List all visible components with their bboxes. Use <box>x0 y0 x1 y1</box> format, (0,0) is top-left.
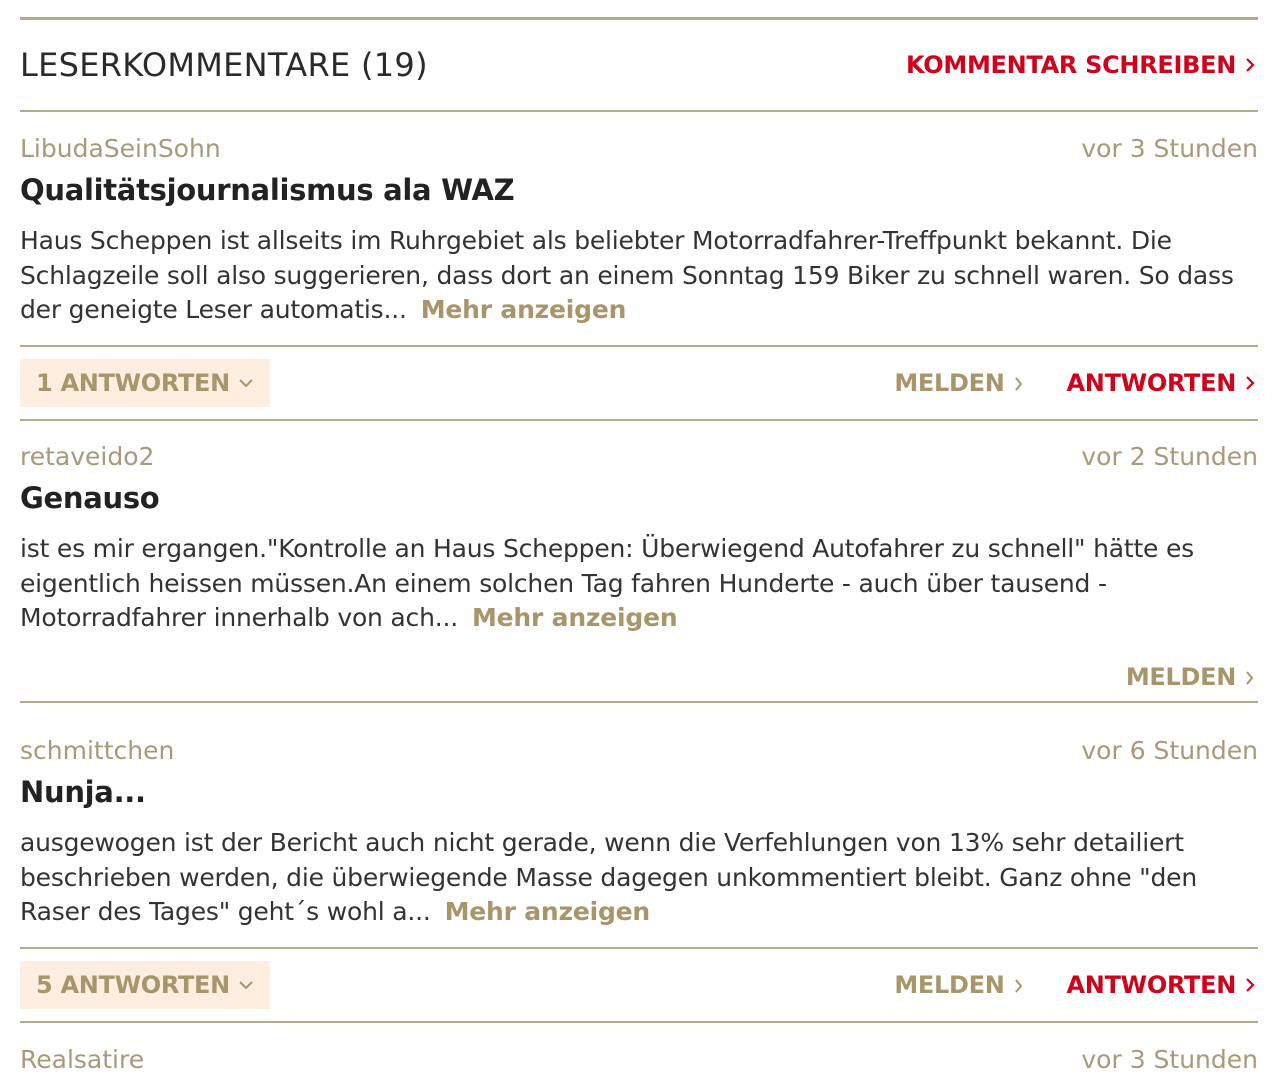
comment-meta <box>20 1042 1258 1076</box>
comment-author[interactable]: LibudaSeinSohn <box>20 133 221 163</box>
comment-action-buttons <box>1126 663 1258 691</box>
comments-heading: LESERKOMMENTARE (19) <box>20 46 428 84</box>
comment-text: ist es mir ergangen."Kontrolle an Haus Scheppen: Überwiegend Autofahrer zu schnell" hätte es eigentlich heissen müssen.An einem solchen Tag fahren Hunderte - auch über tausend - Motorradfahrer innerhalb von ach... <box>20 534 1194 632</box>
comment-action-buttons <box>894 369 1258 397</box>
header-divider <box>20 110 1258 112</box>
comment-text: Haus Scheppen ist allseits im Ruhrgebiet als beliebter Motorradfahrer-Treffpunkt bekannt. Die Schlagzeile soll also suggerieren, dass dort an einem Sonntag 159 Biker zu schnell waren. So dass der geneigte Leser automatis... <box>20 226 1234 324</box>
comment-divider <box>20 419 1258 421</box>
reply-label: ANTWORTEN <box>1066 369 1236 397</box>
write-comment-button[interactable] <box>906 51 1258 79</box>
comment-body <box>20 224 1258 328</box>
comment-author[interactable]: schmittchen <box>20 735 175 765</box>
comment-text: ausgewogen ist der Bericht auch nicht gerade, wenn die Verfehlungen von 13% sehr detailiert beschrieben werden, die überwiegende Masse dagegen unkommentiert bleibt. Ganz ohne "den Raser des Tages" geht´s wohl a... <box>20 828 1197 926</box>
comment-title: Qualitätsjournalismus ala WAZ <box>20 173 515 207</box>
write-comment-label: KOMMENTAR SCHREIBEN <box>906 51 1236 79</box>
comment-divider <box>20 1021 1258 1023</box>
comment-meta <box>20 439 1258 473</box>
reply-label: ANTWORTEN <box>1066 971 1236 999</box>
replies-count-label: 5 ANTWORTEN <box>36 971 230 999</box>
comment-divider <box>20 701 1258 703</box>
comments-header <box>20 20 1258 110</box>
comment-title: Genauso <box>20 481 160 515</box>
chevron-right-icon <box>1011 977 1027 993</box>
comment-divider <box>20 947 1258 949</box>
replies-count-label: 1 ANTWORTEN <box>36 369 230 397</box>
comment-actions <box>20 961 1258 1009</box>
report-label: MELDEN <box>1125 663 1236 691</box>
chevron-right-icon <box>1242 977 1258 993</box>
comment-actions <box>20 359 1258 407</box>
comment-body <box>20 826 1258 930</box>
comment-actions <box>20 653 1258 701</box>
show-more-link[interactable]: Mehr anzeigen <box>471 603 678 632</box>
report-button[interactable] <box>894 971 1026 999</box>
reply-button[interactable] <box>1067 971 1258 999</box>
comment-author[interactable]: Realsatire <box>20 1044 145 1074</box>
comment-time: vor 6 Stunden <box>1081 735 1258 765</box>
comment-divider <box>20 345 1258 347</box>
comment-body <box>20 532 1258 636</box>
chevron-right-icon <box>1011 375 1027 391</box>
comment-item <box>20 1042 1258 1076</box>
toggle-replies-button[interactable] <box>20 359 270 407</box>
chevron-right-icon <box>1242 375 1258 391</box>
comment-meta <box>20 131 1258 165</box>
show-more-link[interactable]: Mehr anzeigen <box>420 295 627 324</box>
comment-item <box>20 733 1258 930</box>
chevron-right-icon <box>1242 669 1258 685</box>
reply-button[interactable] <box>1067 369 1258 397</box>
comment-item <box>20 131 1258 328</box>
report-label: MELDEN <box>894 369 1005 397</box>
chevron-down-icon <box>238 977 254 993</box>
chevron-down-icon <box>238 375 254 391</box>
report-button[interactable] <box>1126 663 1258 691</box>
comment-time: vor 3 Stunden <box>1081 133 1258 163</box>
comment-time: vor 3 Stunden <box>1081 1044 1258 1074</box>
chevron-right-icon <box>1242 57 1258 73</box>
report-label: MELDEN <box>894 971 1005 999</box>
comment-title: Nunja... <box>20 775 146 809</box>
toggle-replies-button[interactable] <box>20 961 270 1009</box>
comment-time: vor 2 Stunden <box>1081 441 1258 471</box>
report-button[interactable] <box>894 369 1026 397</box>
comment-item <box>20 439 1258 636</box>
show-more-link[interactable]: Mehr anzeigen <box>444 897 651 926</box>
comment-meta <box>20 733 1258 767</box>
comment-action-buttons <box>894 971 1258 999</box>
comment-author[interactable]: retaveido2 <box>20 441 155 471</box>
